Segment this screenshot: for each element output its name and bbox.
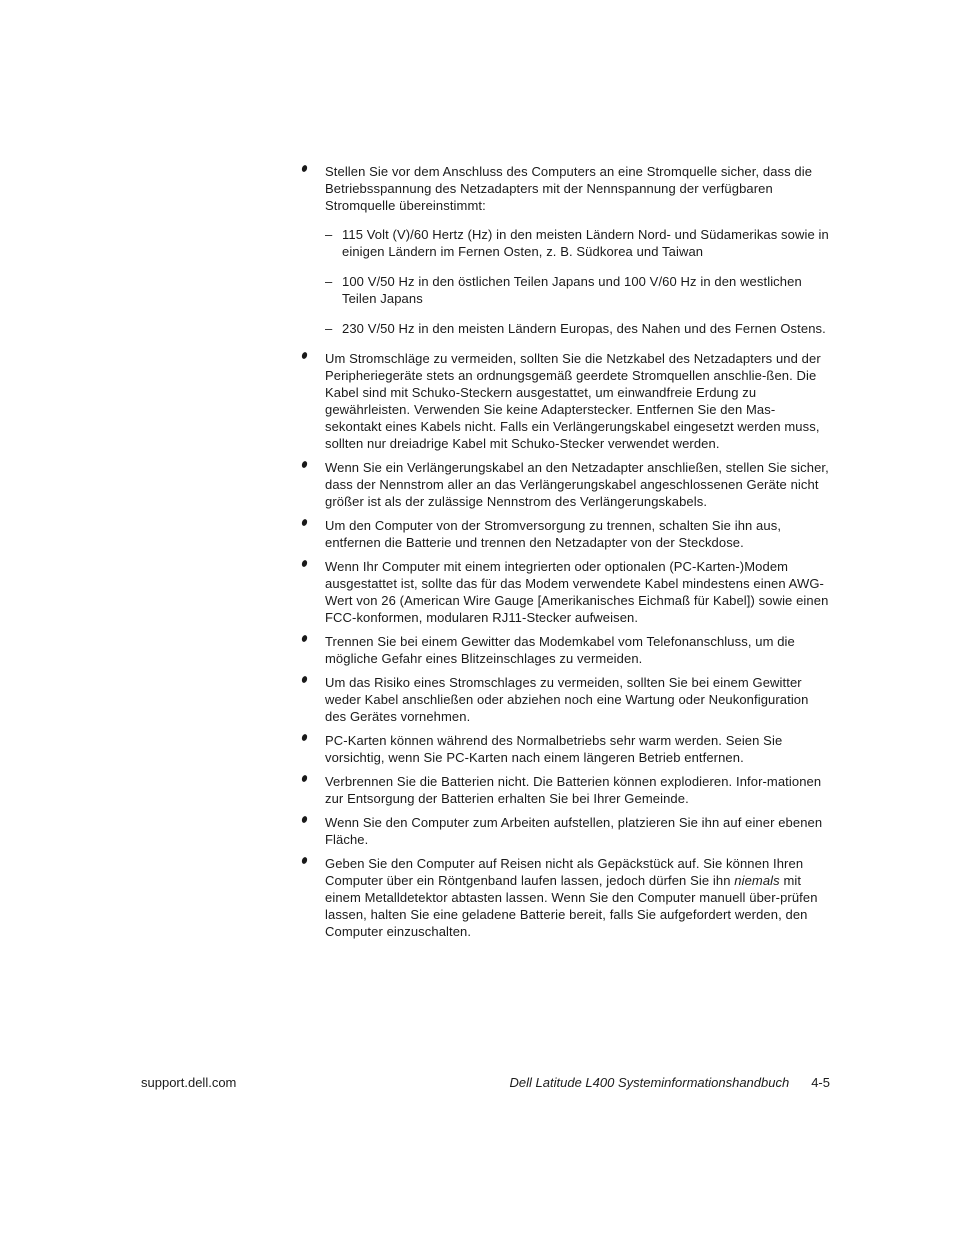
bullet-icon <box>301 856 308 864</box>
bullet-icon <box>301 815 308 823</box>
sub-item-text: 115 Volt (V)/60 Hertz (Hz) in den meisten Ländern Nord- und Südamerikas sowie in einigen Ländern im Fernen Osten, z. B. Südkorea und Taiwan <box>342 227 829 259</box>
bullet-icon <box>301 733 308 741</box>
bullet-text: Um das Risiko eines Stromschlages zu vermeiden, sollten Sie bei einem Gewitter weder Kabel anschließen oder abziehen noch eine Wartung oder Neukonfiguration des Gerätes vornehmen. <box>325 675 809 724</box>
voltage-sub-list <box>325 226 830 337</box>
footer-website: support.dell.com <box>141 1075 237 1090</box>
safety-instructions-list <box>300 163 830 947</box>
sub-list-item <box>325 273 830 307</box>
dash-icon: – <box>325 227 333 242</box>
bullet-text: PC-Karten können während des Normalbetriebs sehr warm werden. Seien Sie vorsichtig, wenn Sie PC-Karten nach einem längeren Betrieb entfernen. <box>325 733 783 765</box>
bullet-text: Wenn Sie ein Verlängerungskabel an den Netzadapter anschließen, stellen Sie sicher, dass der Nennstrom aller an das Verlängerungskabel angeschlossenen Geräte nicht größer ist als der zulässige Nennstrom des Verlängerungskabels. <box>325 460 829 509</box>
bullet-icon <box>301 634 308 642</box>
bullet-icon <box>301 675 308 683</box>
list-item <box>300 517 830 551</box>
bullet-icon <box>301 164 308 172</box>
list-item <box>300 855 830 940</box>
sub-list-item <box>325 226 830 260</box>
bullet-text: Um den Computer von der Stromversorgung zu trennen, schalten Sie ihn aus, entfernen die Batterie und trennen den Netzadapter von der Steckdose. <box>325 518 782 550</box>
list-item <box>300 773 830 807</box>
bullet-icon <box>301 518 308 526</box>
list-item <box>300 163 830 337</box>
bullet-text <box>325 855 830 940</box>
footer-manual-title: Dell Latitude L400 Systeminformationshandbuch <box>509 1075 790 1090</box>
dash-icon: – <box>325 274 333 289</box>
bullet-text-part: mit einem Metalldetektor abtasten lassen. Wenn Sie den Computer manuell über-prüfen lassen, halten Sie eine geladene Batterie bereit, falls Sie aufgefordert werden, den Computer einzuschalten. <box>325 873 818 939</box>
sub-list-item <box>325 320 830 337</box>
bullet-icon <box>301 351 308 359</box>
list-item <box>300 732 830 766</box>
page-number: 4-5 <box>811 1075 830 1090</box>
list-item <box>300 558 830 626</box>
bullet-icon <box>301 774 308 782</box>
list-item <box>300 633 830 667</box>
bullet-text: Wenn Ihr Computer mit einem integrierten oder optionalen (PC-Karten-)Modem ausgestattet ist, sollte das für das Modem verwendete Kabel mindestens einen AWG-Wert von 26 (American Wire Gauge [Amerikanisches Eichmaß für Kabel]) sowie einen FCC-konformen, modularen RJ11-Stecker aufweisen. <box>325 559 829 625</box>
bullet-text: Wenn Sie den Computer zum Arbeiten aufstellen, platzieren Sie ihn auf einer ebenen Fläche. <box>325 815 823 847</box>
list-item <box>300 459 830 510</box>
bullet-text: Um Stromschläge zu vermeiden, sollten Sie die Netzkabel des Netzadapters und der Peripheriegeräte stets an ordnungsgemäß geerdete Stromquellen anschlie-ßen. Die Kabel sind mit Schuko-Steckern ausgestattet, um einwandfreie Erdung zu gewährleisten. Verwenden Sie keine Adapterstecker. Entfernen Sie den Mas-sekontakt eines Kabels nicht. Falls ein Verlängerungskabel eingesetzt werden muss, sollten nur dreiadrige Kabel mit Schuko-Stecker verwendet werden. <box>325 351 821 451</box>
bullet-icon <box>301 559 308 567</box>
footer-manual-info <box>510 1074 830 1091</box>
bullet-icon <box>301 460 308 468</box>
list-item <box>300 814 830 848</box>
sub-item-text: 100 V/50 Hz in den östlichen Teilen Japans und 100 V/60 Hz in den westlichen Teilen Japans <box>342 274 802 306</box>
list-item <box>300 674 830 725</box>
bullet-text: Verbrennen Sie die Batterien nicht. Die Batterien können explodieren. Infor-mationen zur Entsorgung der Batterien erhalten Sie bei Ihrer Gemeinde. <box>325 774 822 806</box>
emphasis-text: niemals <box>734 873 780 888</box>
bullet-text: Trennen Sie bei einem Gewitter das Modemkabel vom Telefonanschluss, um die mögliche Gefahr eines Blitzeinschlages zu vermeiden. <box>325 634 795 666</box>
bullet-text: Stellen Sie vor dem Anschluss des Computers an eine Stromquelle sicher, dass die Betriebsspannung des Netzadapters mit der Nennspannung der verfügbaren Stromquelle übereinstimmt: <box>325 164 813 213</box>
bullet-text-part: Geben Sie den Computer auf Reisen nicht als Gepäckstück auf. Sie können Ihren Computer über ein Röntgenband laufen lassen, jedoch dürfen Sie ihn <box>325 856 804 888</box>
dash-icon: – <box>325 321 333 336</box>
sub-item-text: 230 V/50 Hz in den meisten Ländern Europas, des Nahen und des Fernen Ostens. <box>342 321 826 336</box>
list-item <box>300 350 830 452</box>
